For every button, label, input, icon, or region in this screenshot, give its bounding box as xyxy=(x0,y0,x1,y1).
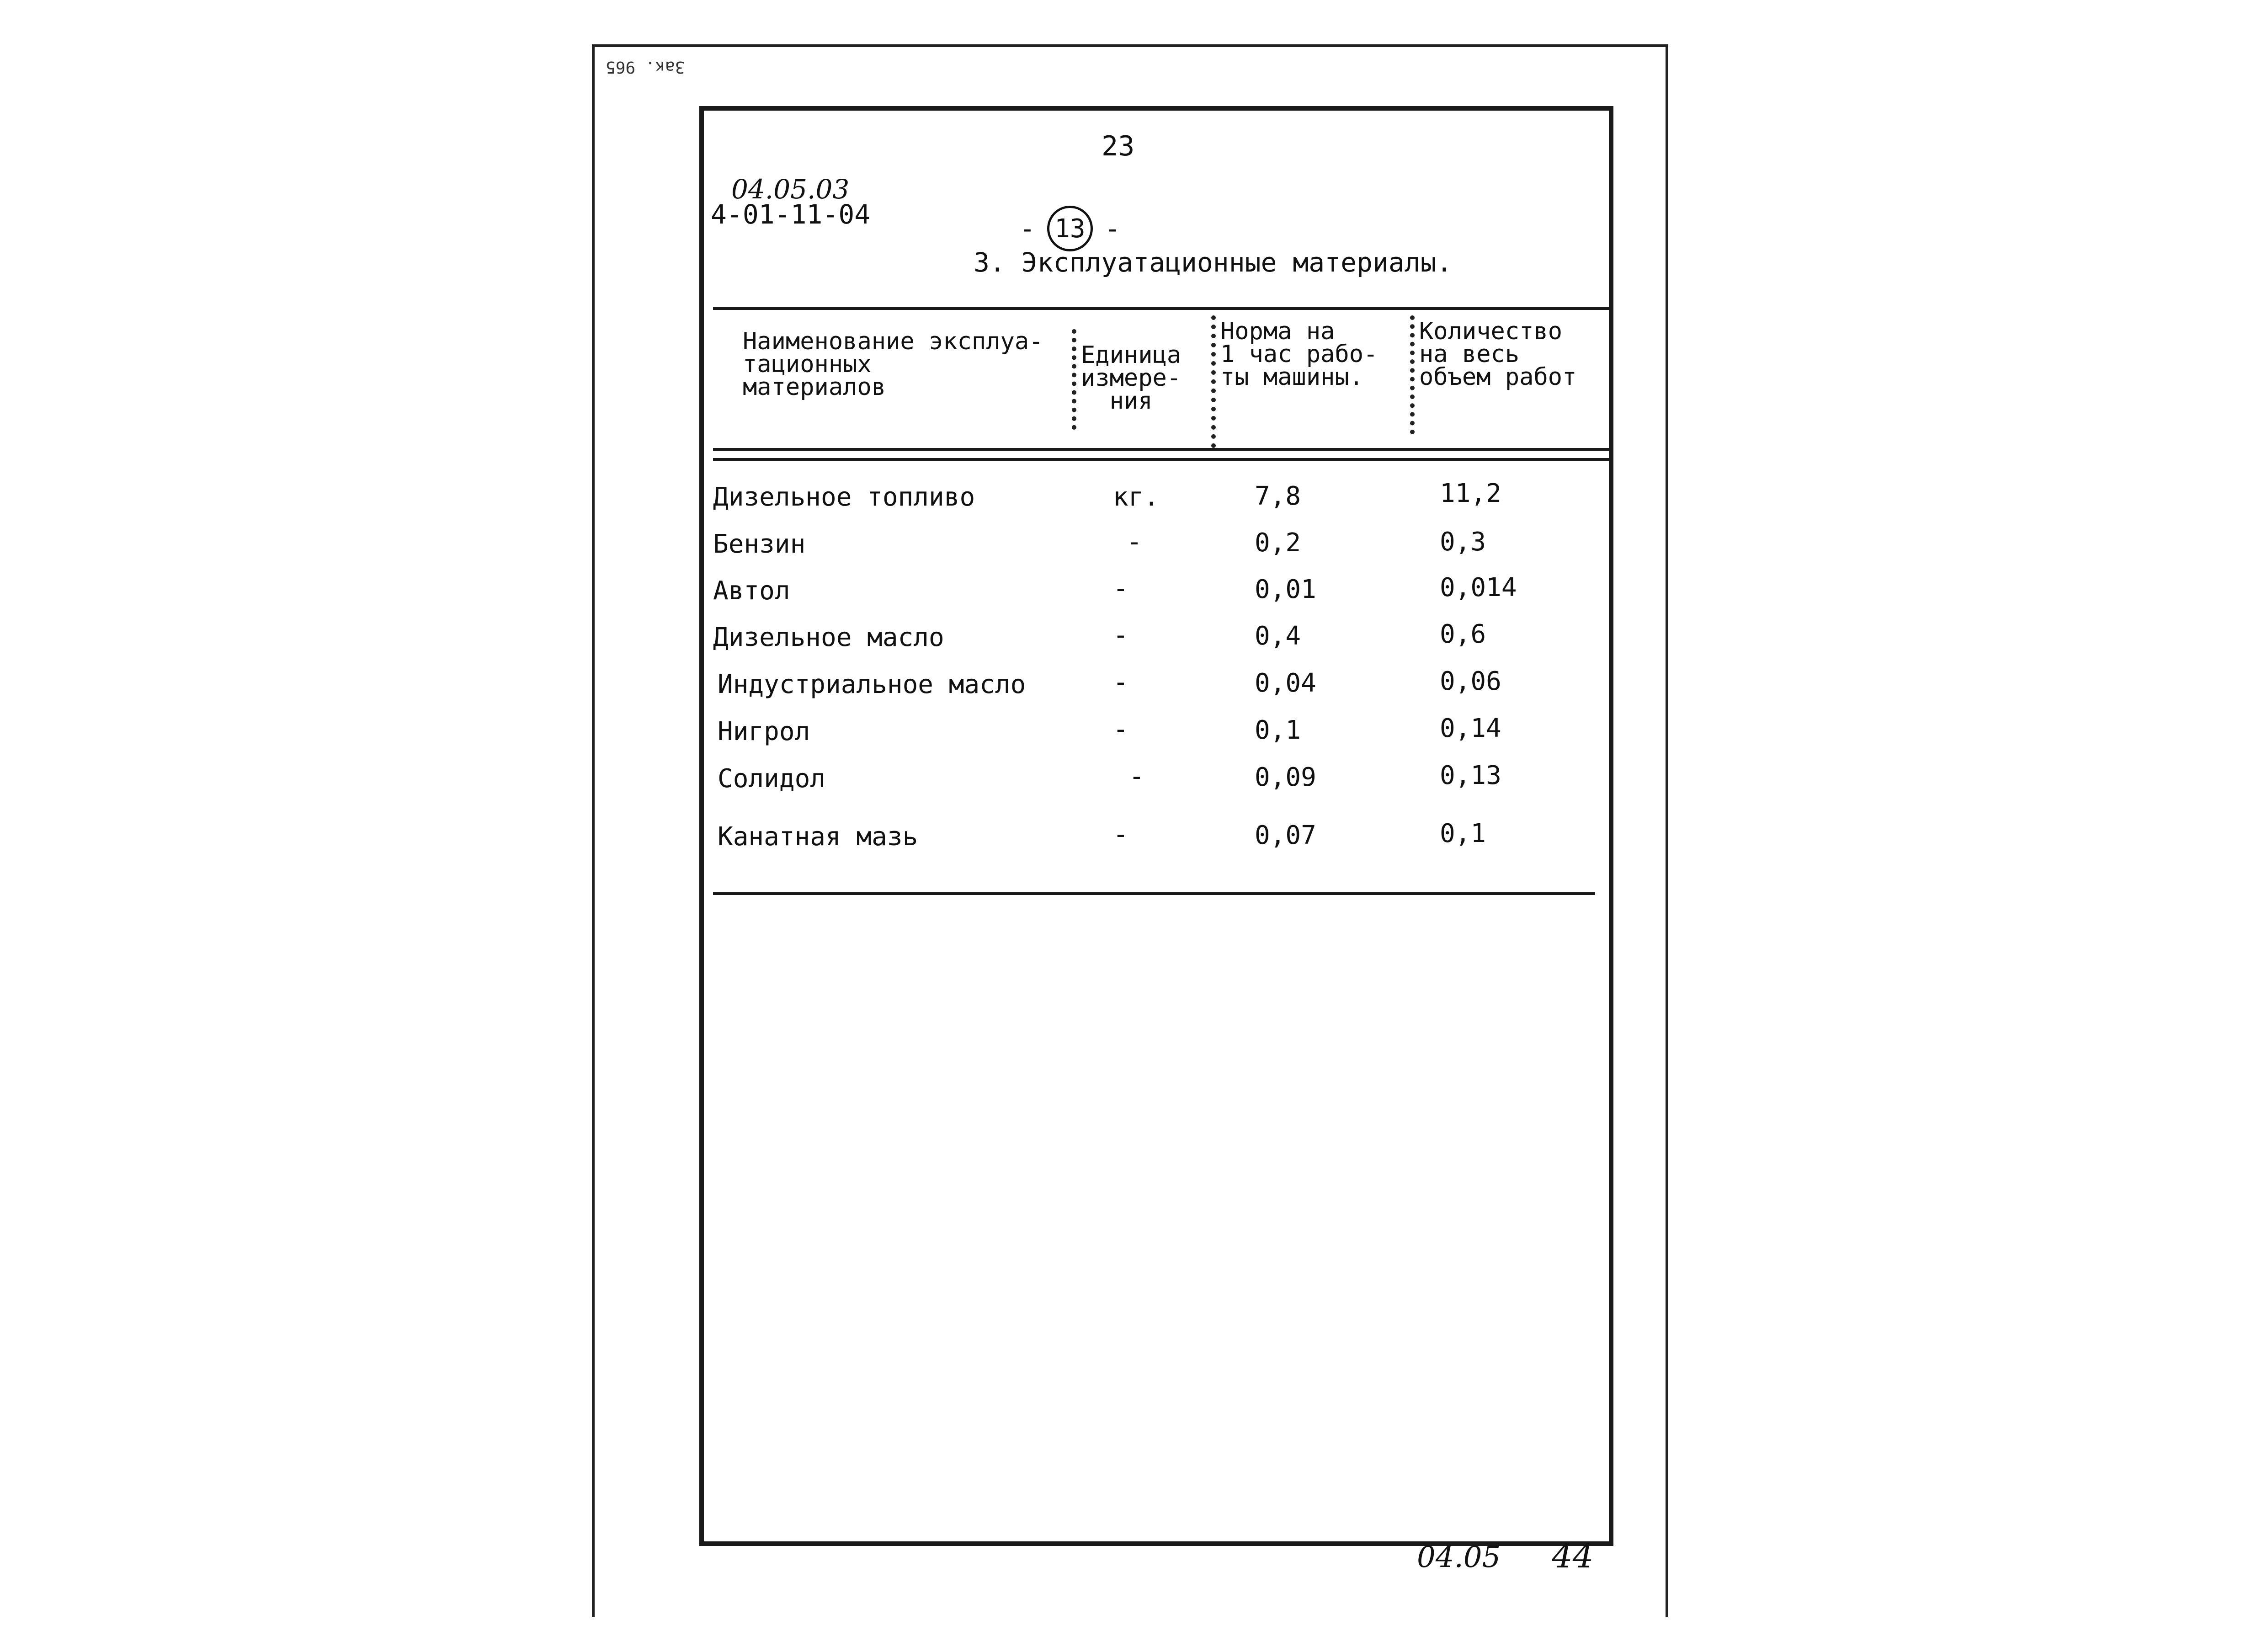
table-cell-total: 0,06 xyxy=(1440,666,1501,696)
column-separator xyxy=(1072,329,1076,430)
table-cell-name: Индустриальное масло xyxy=(718,670,1026,699)
document-code: 4-01-11-04 xyxy=(711,199,871,230)
section-title: 3. Эксплуатационные материалы. xyxy=(974,247,1453,278)
table-cell-name: Солидол xyxy=(718,764,826,794)
table-cell-norm: 0,01 xyxy=(1255,575,1316,604)
table-cell-name: Бензин xyxy=(713,529,806,559)
table-cell-unit: - xyxy=(1113,820,1128,849)
footer-code: 04.05 xyxy=(1417,1540,1501,1574)
table-cell-name: Нигрол xyxy=(718,717,810,746)
column-header-norm: Норма на 1 час рабо- ты машины. xyxy=(1220,318,1378,391)
table-cell-norm: 0,4 xyxy=(1255,621,1301,651)
column-separator xyxy=(1211,315,1216,448)
column-header-unit: Единица измере- ния xyxy=(1081,341,1182,415)
table-cell-unit: кг. xyxy=(1113,482,1160,512)
table-cell-total: 0,6 xyxy=(1440,619,1486,649)
footer-page-number: 44 xyxy=(1552,1537,1594,1575)
table-cell-name: Дизельное топливо xyxy=(713,482,975,512)
sheet-number-circle: 13 xyxy=(1047,206,1093,251)
table-cell-unit: - xyxy=(1113,620,1128,650)
table-cell-unit: - xyxy=(1113,667,1128,697)
table-cell-unit: - xyxy=(1113,574,1128,603)
corner-stamp: Зак. 965 xyxy=(606,58,685,76)
table-cell-total: 11,2 xyxy=(1440,479,1501,508)
sheet-dash-right: - xyxy=(1104,213,1121,244)
table-cell-name: Автол xyxy=(713,576,790,606)
table-top-rule xyxy=(713,307,1609,310)
table-cell-norm: 0,04 xyxy=(1255,668,1316,698)
table-cell-unit: - xyxy=(1113,714,1128,744)
table-cell-name: Канатная мазь xyxy=(718,822,918,852)
table-cell-norm: 0,1 xyxy=(1255,715,1301,745)
sheet-dash-left: - xyxy=(1019,213,1035,244)
table-cell-unit: - xyxy=(1127,527,1142,557)
table-cell-total: 0,13 xyxy=(1440,761,1501,790)
table-cell-total: 0,3 xyxy=(1440,527,1486,557)
header-rule xyxy=(713,448,1609,451)
table-cell-norm: 0,07 xyxy=(1255,821,1316,850)
column-header-name: Наименование эксплуа- тационных материалов xyxy=(743,328,1043,401)
table-cell-total: 0,1 xyxy=(1440,819,1486,848)
table-cell-norm: 7,8 xyxy=(1255,481,1301,511)
table-cell-total: 0,014 xyxy=(1440,573,1517,602)
column-header-total: Количество на весь объем работ xyxy=(1419,318,1577,391)
column-separator xyxy=(1410,315,1415,434)
header-rule xyxy=(713,458,1609,461)
table-cell-total: 0,14 xyxy=(1440,714,1501,743)
page-number: 23 xyxy=(1102,130,1135,162)
handwritten-code: 04.05.03 xyxy=(731,174,850,205)
sheet-number xyxy=(1019,206,1121,251)
table-cell-name: Дизельное масло xyxy=(713,623,944,652)
table-cell-norm: 0,09 xyxy=(1255,762,1316,792)
table-bottom-rule xyxy=(713,892,1595,895)
table-cell-norm: 0,2 xyxy=(1255,528,1301,558)
table-cell-unit: - xyxy=(1129,762,1144,791)
